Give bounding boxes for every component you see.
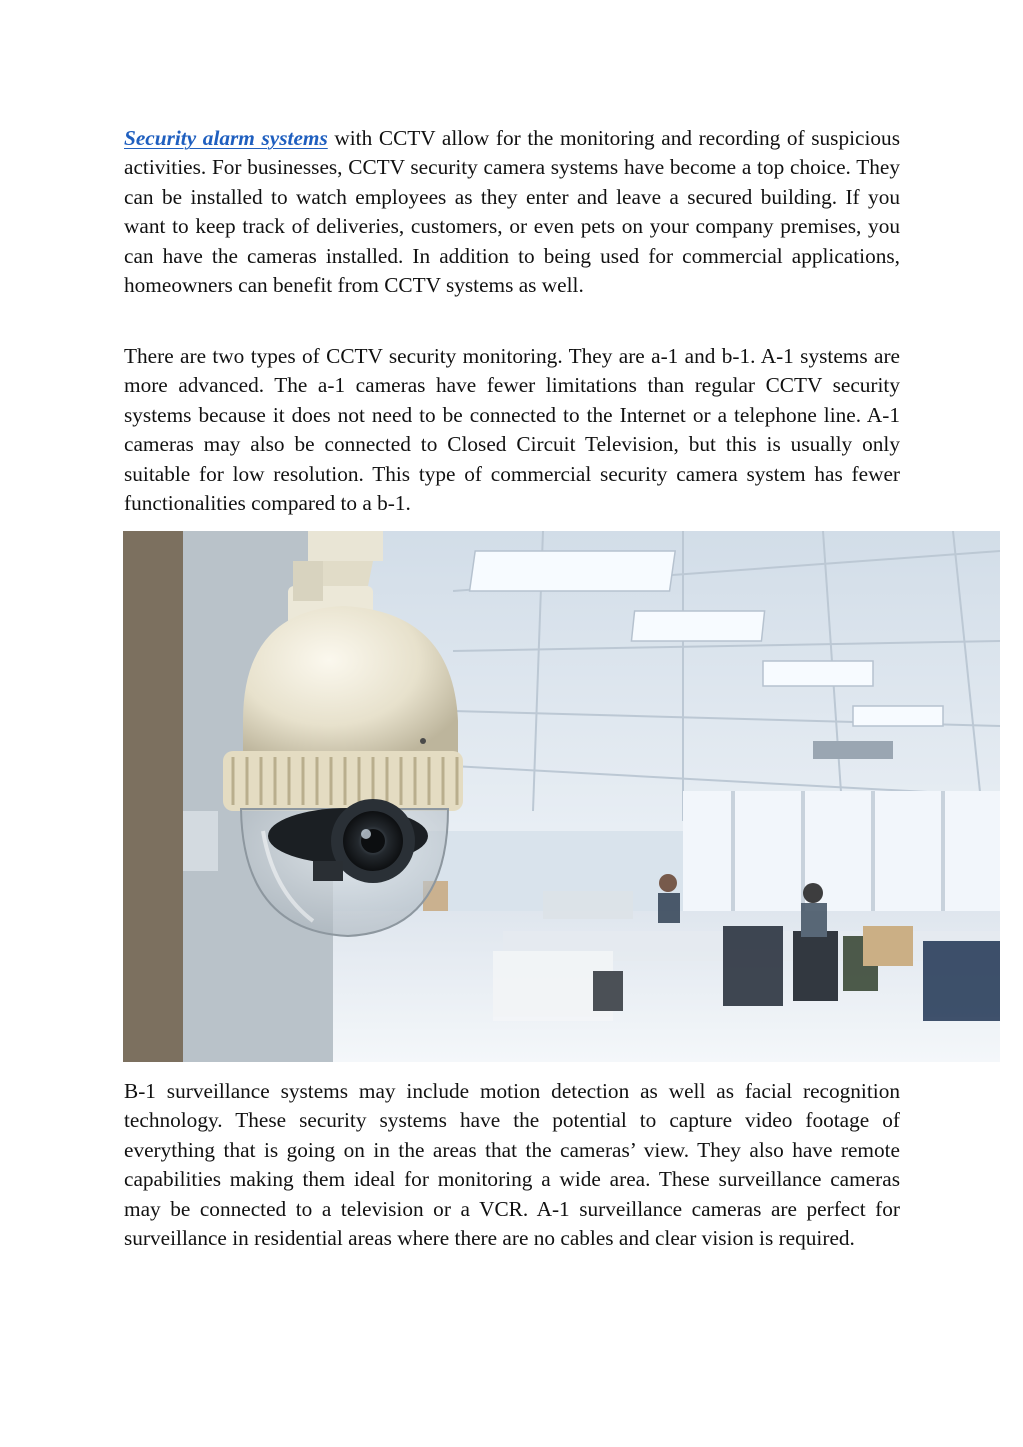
cctv-camera-photo: [123, 531, 1000, 1062]
paragraph-cctv-types: There are two types of CCTV security monitoring. They are a-1 and b-1. A-1 systems are more advanced. The a-1 cameras have fewer limitations than regular CCTV security systems because it does not need to be connected to the Internet or a telephone line. A-1 cameras may also be connected to Closed Circuit Television, but this is usually only suitable for low resolution. This type of commercial security camera system has fewer functionalities compared to a b-1.: [124, 344, 900, 516]
paragraph-intro-text: with CCTV allow for the monitoring and recording of suspicious activities. For businesses, CCTV security camera systems have become a top choice. They can be installed to watch employees as they enter and leave a secured building. If you want to keep track of deliveries, customers, or even pets on your company premises, you can have the cameras installed. In addition to being used for commercial applications, homeowners can benefit from CCTV systems as well.: [124, 126, 900, 298]
paragraph-b1-systems: B-1 surveillance systems may include motion detection as well as facial recognition technology. These security systems have the potential to capture video footage of everything that is going on in the areas that the cameras’ view. They also have remote capabilities making them ideal for monitoring a wide area. These surveillance cameras may be connected to a television or a VCR. A-1 surveillance cameras are perfect for surveillance in residential areas where there are no cables and clear vision is required.: [124, 1079, 900, 1251]
paragraph-intro: [124, 124, 900, 300]
cctv-camera-illustration: [123, 531, 1000, 1062]
security-alarm-systems-link[interactable]: Security alarm systems: [124, 126, 328, 150]
